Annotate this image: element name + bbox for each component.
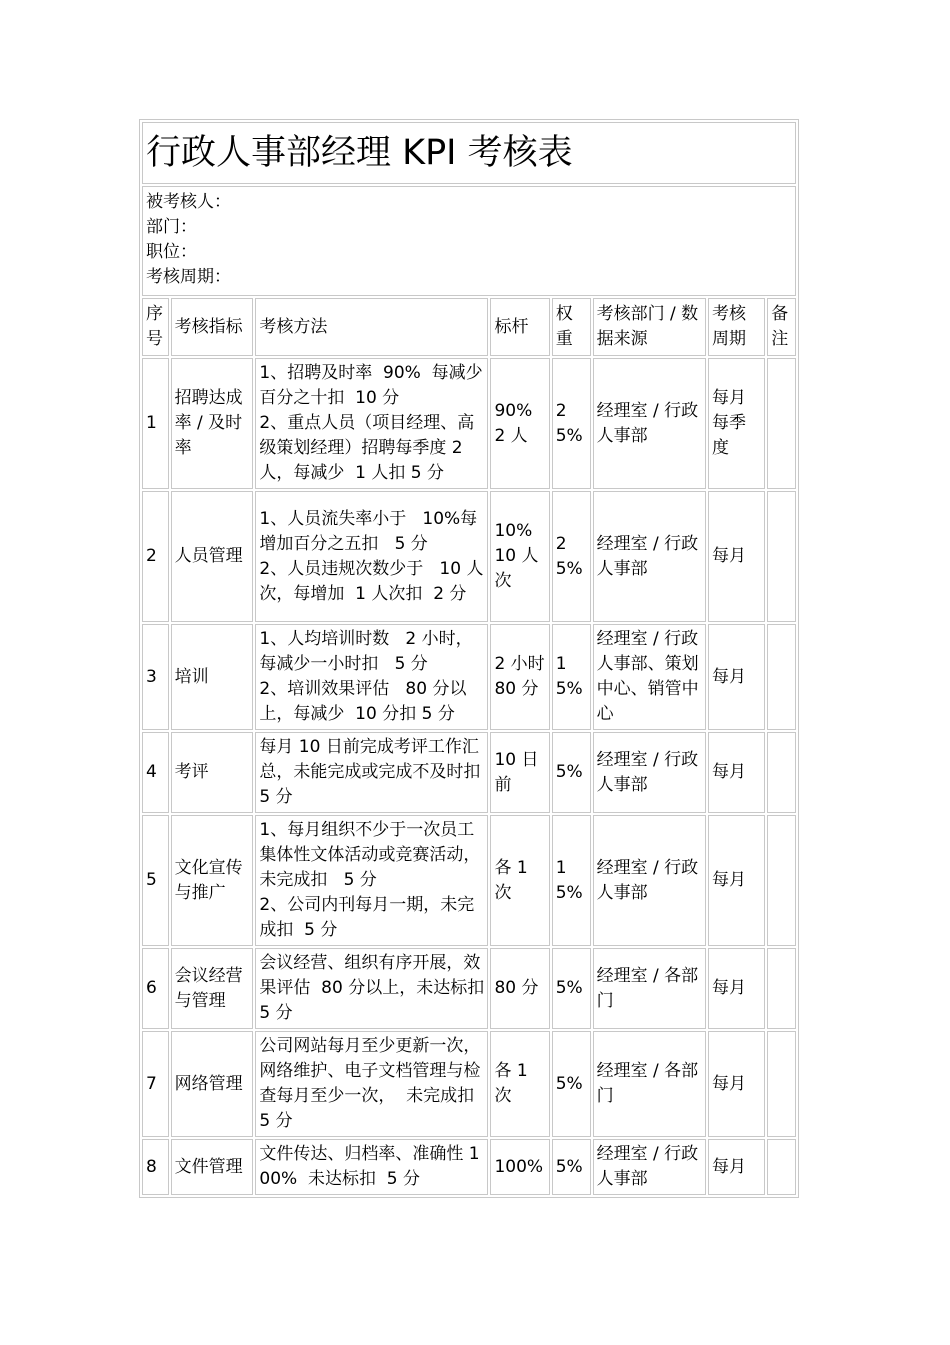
row-cycle: 每月 [708,815,765,946]
header-weight: 权重 [552,298,591,356]
row-method: 1、每月组织不少于一次员工集体性文体活动或竞赛活动，未完成扣 5 分 2、公司内刊每月一期，未完成扣 5 分 [255,815,488,946]
row-cycle: 每月 每季度 [708,358,765,489]
row-weight: 25% [552,491,591,622]
table-row [142,732,796,813]
row-indicator: 培训 [171,624,254,730]
header-dept-source: 考核部门 / 数据来源 [593,298,706,356]
row-no: 1 [142,358,169,489]
row-remark [767,1139,796,1195]
department-label: 部门： [146,217,197,237]
row-no: 4 [142,732,169,813]
row-weight: 5% [552,948,591,1029]
row-no: 7 [142,1031,169,1137]
row-dept-source: 经理室 / 行政人事部 [593,815,706,946]
info-block [142,186,796,296]
row-remark [767,491,796,622]
row-weight: 5% [552,732,591,813]
row-remark [767,358,796,489]
position-label: 职位： [146,242,197,262]
assessee-label: 被考核人： [146,192,231,212]
row-benchmark: 各 1 次 [490,1031,549,1137]
row-benchmark: 100% [490,1139,549,1195]
row-no: 3 [142,624,169,730]
row-indicator: 考评 [171,732,254,813]
row-indicator: 人员管理 [171,491,254,622]
row-benchmark: 80 分 [490,948,549,1029]
row-cycle: 每月 [708,624,765,730]
row-no: 2 [142,491,169,622]
period-label: 考核周期： [146,267,231,287]
page-title: 行政人事部经理 KPI 考核表 [142,122,796,184]
row-remark [767,1031,796,1137]
row-dept-source: 经理室 / 行政人事部 [593,491,706,622]
row-method: 文件传达、归档率、准确性 100% 未达标扣 5 分 [255,1139,488,1195]
table-row [142,815,796,946]
row-indicator: 文件管理 [171,1139,254,1195]
header-no: 序号 [142,298,169,356]
row-indicator: 招聘达成率 / 及时率 [171,358,254,489]
table-row [142,948,796,1029]
row-dept-source: 经理室 / 行政人事部 [593,358,706,489]
row-cycle: 每月 [708,732,765,813]
row-weight: 5% [552,1031,591,1137]
row-method: 每月 10 日前完成考评工作汇总，未能完成或完成不及时扣 5 分 [255,732,488,813]
header-remark: 备注 [767,298,796,356]
row-weight: 5% [552,1139,591,1195]
row-benchmark: 各 1 次 [490,815,549,946]
row-method: 会议经营、组织有序开展，效果评估 80 分以上，未达标扣 5 分 [255,948,488,1029]
row-indicator: 文化宣传与推广 [171,815,254,946]
row-benchmark: 10 日前 [490,732,549,813]
kpi-table [139,119,799,1198]
table-row [142,1031,796,1137]
row-remark [767,948,796,1029]
row-cycle: 每月 [708,948,765,1029]
row-no: 5 [142,815,169,946]
row-method: 1、人员流失率小于 10%每增加百分之五扣 5 分 2、人员违规次数少于 10 人次，每增加 1 人次扣 2 分 [255,491,488,622]
header-method: 考核方法 [255,298,488,356]
row-cycle: 每月 [708,1139,765,1195]
table-row [142,1139,796,1195]
table-row [142,491,796,622]
row-dept-source: 经理室 / 各部门 [593,948,706,1029]
row-cycle: 每月 [708,1031,765,1137]
row-cycle: 每月 [708,491,765,622]
row-no: 8 [142,1139,169,1195]
row-dept-source: 经理室 / 行政人事部、策划中心、销管中心 [593,624,706,730]
header-indicator: 考核指标 [171,298,254,356]
row-benchmark: 90% 2 人 [490,358,549,489]
table-row [142,358,796,489]
row-benchmark: 10% 10 人次 [490,491,549,622]
row-method: 公司网站每月至少更新一次，网络维护、电子文档管理与检查每月至少一次， 未完成扣 5 分 [255,1031,488,1137]
header-cycle: 考核周期 [708,298,765,356]
row-method: 1、人均培训时数 2 小时，每减少一小时扣 5 分 2、培训效果评估 80 分以上，每减少 10 分扣 5 分 [255,624,488,730]
row-remark [767,815,796,946]
kpi-document [139,119,799,1198]
row-dept-source: 经理室 / 各部门 [593,1031,706,1137]
row-indicator: 网络管理 [171,1031,254,1137]
header-benchmark: 标杆 [490,298,549,356]
row-method: 1、招聘及时率 90% 每减少百分之十扣 10 分 2、重点人员（项目经理、高级策划经理）招聘每季度 2 人，每减少 1 人扣 5 分 [255,358,488,489]
header-row [142,298,796,356]
row-no: 6 [142,948,169,1029]
row-indicator: 会议经营与管理 [171,948,254,1029]
row-weight: 25% [552,358,591,489]
row-dept-source: 经理室 / 行政人事部 [593,1139,706,1195]
row-benchmark: 2 小时 80 分 [490,624,549,730]
row-weight: 15% [552,815,591,946]
row-dept-source: 经理室 / 行政人事部 [593,732,706,813]
kpi-rows [142,358,796,1195]
table-row [142,624,796,730]
row-remark [767,624,796,730]
row-remark [767,732,796,813]
row-weight: 15% [552,624,591,730]
